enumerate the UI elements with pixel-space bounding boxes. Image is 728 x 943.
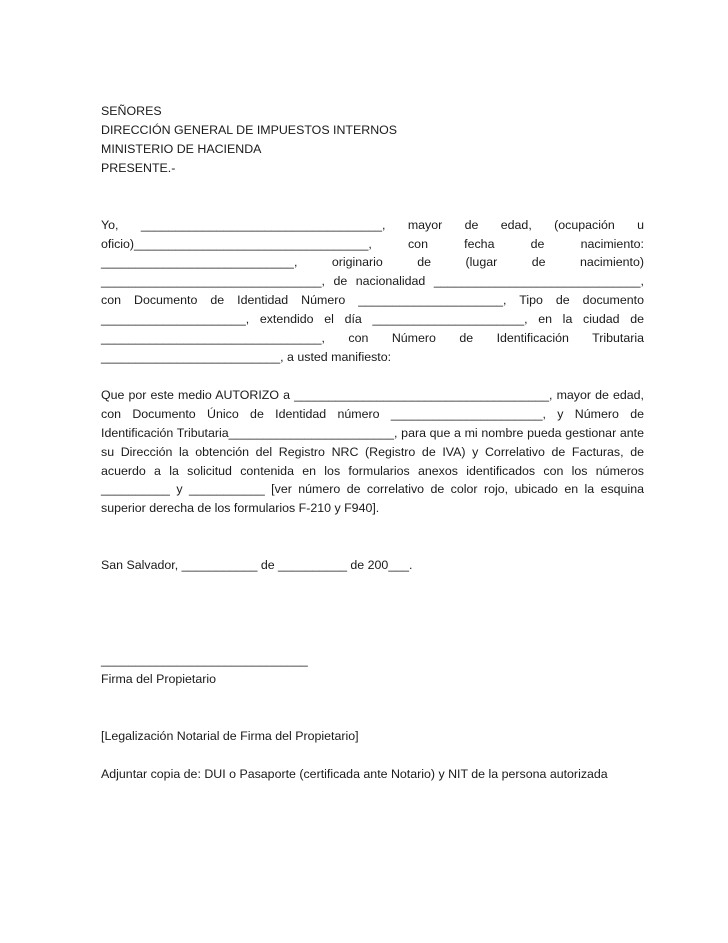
spacer [101,746,644,765]
spacer [101,367,644,386]
address-line-ministry: MINISTERIO DE HACIENDA [101,141,262,156]
address-line-presente: PRESENTE.- [101,160,176,175]
authorization-paragraph: Que por este medio AUTORIZO a _____________________________________, mayor de edad, con Documento Único de Identidad número ______________________, y Número de Identificación Tributaria________________________, para que a mi nombre pueda gestionar ante su Dirección la obtención del Registro NRC (Registro de IVA) y Correlativo de Facturas, de acuerdo a la solicitud contenida en los formularios anexos identificados con los números __________ y ___________ [ver número de correlativo de color rojo, ubicado en la esquina superior derecha de los formularios F-210 y F940]. [101,387,644,516]
spacer [101,178,644,216]
spacer [101,575,644,651]
address-line-directorate: DIRECCIÓN GENERAL DE IMPUESTOS INTERNOS [101,122,398,137]
signature-line: ______________________________ [101,653,308,668]
notary-note: [Legalización Notarial de Firma del Propietario] [101,728,359,743]
address-line-greeting: SEÑORES [101,104,162,118]
attachment-note: Adjuntar copia de: DUI o Pasaporte (certificada ante Notario) y NIT de la persona autorizada [101,766,608,781]
place-date-line: San Salvador, ___________ de __________ de 200___. [101,558,413,573]
spacer [101,518,644,556]
letter-body [101,102,644,784]
signature-block [101,651,644,689]
recipient-address [101,102,644,178]
signature-label: Firma del Propietario [101,672,217,687]
identity-paragraph: Yo, ___________________________________, mayor de edad, (ocupación u oficio)__________________________________, con fecha de nacimiento: ____________________________, originario de (lugar de nacimiento) ________________________________, de nacionalidad ______________________________, con Documento de Identidad Número _____________________, Tipo de documento _____________________, extendido el día ______________________, en la ciudad de ________________________________, con Número de Identificación Tributaria __________________________, a usted manifiesto: [101,217,644,364]
spacer [101,689,644,727]
